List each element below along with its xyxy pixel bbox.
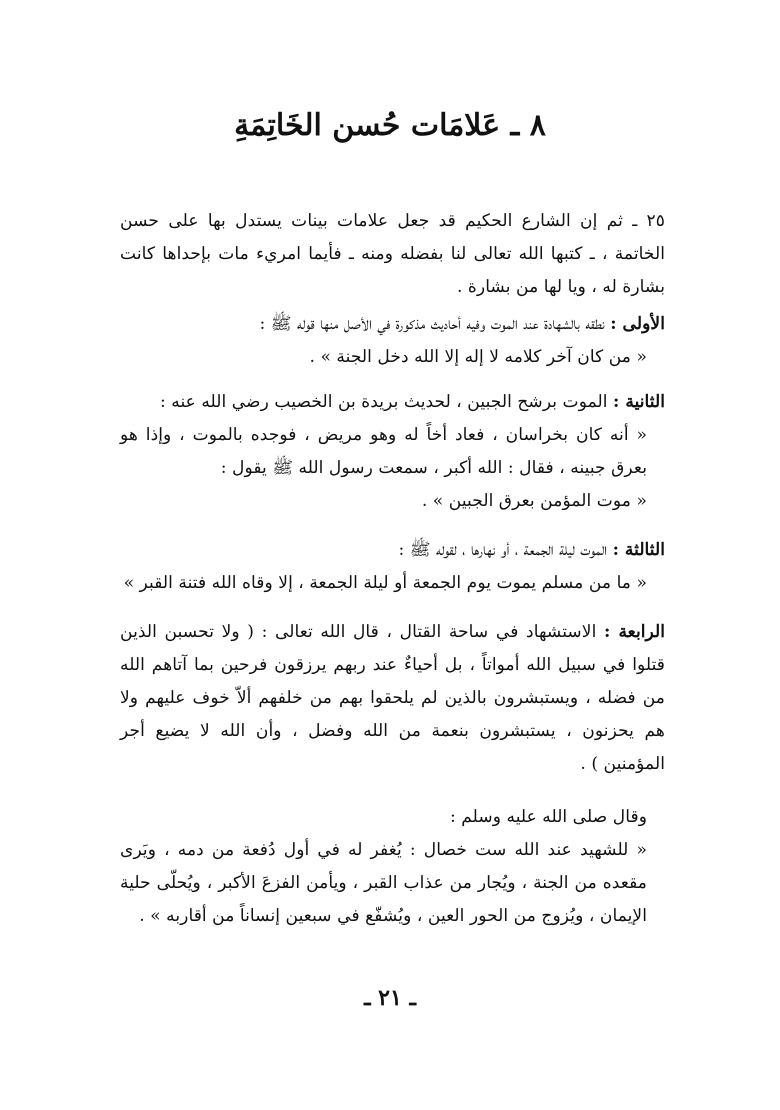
body-text bbox=[120, 205, 665, 933]
sign-second-label: الثانية : bbox=[613, 392, 665, 412]
sign-third bbox=[120, 534, 665, 567]
sign-fourth-label: الرابعة : bbox=[603, 622, 666, 642]
hadith-third: « ما من مسلم يموت يوم الجمعة أو ليلة الجمعة ، إلا وقاه الله فتنة القبر » bbox=[123, 573, 647, 593]
sign-third-text: الموت ليلة الجمعة ، أو نهارها ، لقوله ﷺ : bbox=[398, 540, 608, 560]
hadith-second: « أنه كان بخراسان ، فعاد أخاً له وهو مريض ، فوجده بالموت ، وإذا هو بعرق جبينه ، فقال : الله أكبر ، سمعت رسول الله ﷺ يقول : bbox=[120, 425, 647, 478]
page-number: ـ ٢١ ـ bbox=[364, 985, 416, 1011]
hadith-first: « من كان آخر كلامه لا إله إلا الله دخل الجنة » . bbox=[309, 347, 647, 367]
hadith-second-quote: « موت المؤمن بعرق الجبين » . bbox=[421, 491, 647, 511]
sign-fourth-text: الاستشهاد في ساحة القتال ، قال الله تعالى : ( ولا تحسبن الذين قتلوا في سبيل الله أمواتاً ، بل أحياءٌ عند ربهم يرزقون فرحين بما آتاهم الله من فضله ، ويستبشرون بالذين لم يلحقوا بهم من خلفهم ألاّ خوف عليهم ولا هم يحزنون ، يستبشرون بنعمة من الله وفضل ، وأن الله لا يضيع أجر المؤمنين ) . bbox=[120, 622, 665, 774]
sign-third-label: الثالثة : bbox=[612, 540, 665, 560]
sign-second-text: الموت برشح الجبين ، لحديث بريدة بن الخصيب رضي الله عنه : bbox=[159, 392, 608, 412]
prophet-said: وقال صلى الله عليه وسلم : bbox=[449, 807, 647, 827]
sign-first-text: نطقه بالشهادة عند الموت وفيه أحاديث مذكورة في الأصل منها قوله ﷺ : bbox=[259, 314, 605, 334]
sign-fourth bbox=[120, 616, 665, 781]
hadith-martyr: « للشهيد عند الله ست خصال : يُغفر له في أول دُفعة من دمه ، ويَرى مقعده من الجنة ، ويُجار من عذاب القبر ، ويأمن الفزعَ الأكبر ، ويُحلّى حلية الإيمان ، ويُزوج من الحور العين ، ويُشفّع في سبعين إنساناً من أقاربه » . bbox=[120, 840, 647, 926]
sign-first bbox=[120, 308, 665, 341]
intro-paragraph: ٢٥ ـ ثم إن الشارع الحكيم قد جعل علامات بينات يستدل بها على حسن الخاتمة ، ـ كتبها الله تعالى لنا بفضله ومنه ـ فأيما امريء مات بإحداها كانت بشارة له ، ويا لها من بشارة . bbox=[120, 211, 665, 297]
chapter-title: ٨ ـ عَلامَات حُسن الخَاتِمَةِ bbox=[234, 108, 546, 143]
sign-first-label: الأولى : bbox=[610, 314, 665, 334]
sign-second bbox=[120, 386, 665, 419]
